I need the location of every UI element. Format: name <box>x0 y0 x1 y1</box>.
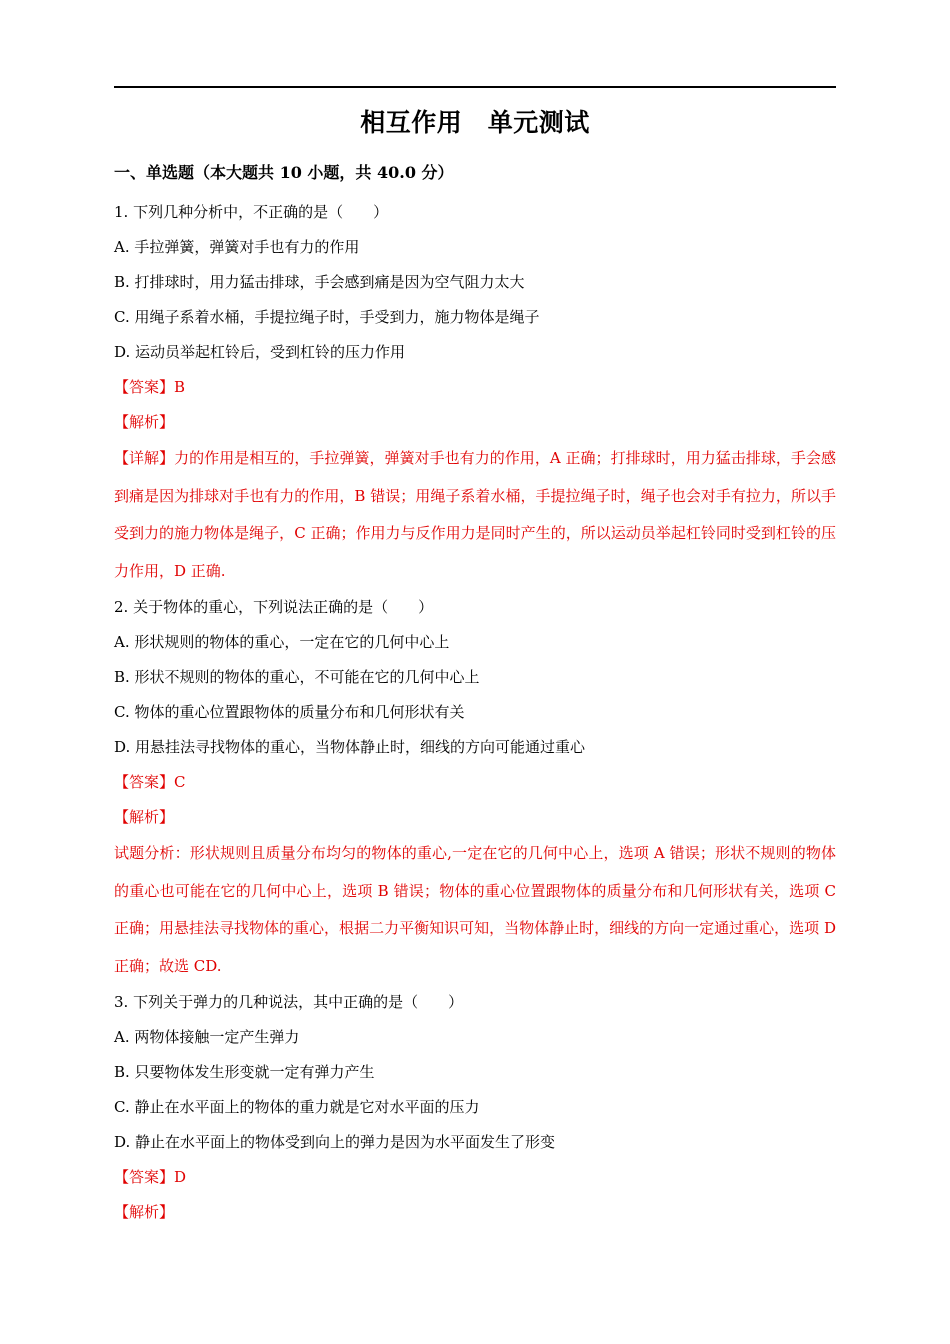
answer-label: 【答案】C <box>114 773 186 791</box>
explanation-text: 【详解】力的作用是相互的，手拉弹簧，弹簧对手也有力的作用，A 正确；打排球时，用力猛击排球，手会感到痛是因为排球对手也有力的作用，B 错误；用绳子系着水桶，手提拉绳子时，绳子也会对手有拉力，所以手受到力的施力物体是绳子，C 正确；作用力与反作用力是同时产生的，所以运动员举起杠铃同时受到杠铃的压力作用，D 正确. <box>114 449 836 580</box>
question-stem: 3. 下列关于弹力的几种说法，其中正确的是（ ） <box>114 993 464 1011</box>
question-1 <box>114 195 836 590</box>
document-title: 相互作用 单元测试 <box>360 108 590 137</box>
option-b: B. 形状不规则的物体的重心，不可能在它的几何中心上 <box>114 668 480 686</box>
option-d: D. 静止在水平面上的物体受到向上的弹力是因为水平面发生了形变 <box>114 1133 556 1151</box>
question-2 <box>114 590 836 985</box>
header-rule <box>114 86 836 88</box>
option-d: D. 运动员举起杠铃后，受到杠铃的压力作用 <box>114 343 406 361</box>
option-a: A. 两物体接触一定产生弹力 <box>114 1028 300 1046</box>
answer-label: 【答案】D <box>114 1168 187 1186</box>
option-c: C. 静止在水平面上的物体的重力就是它对水平面的压力 <box>114 1098 480 1116</box>
analysis-label: 【解析】 <box>114 1203 175 1221</box>
question-3 <box>114 985 836 1230</box>
option-b: B. 打排球时，用力猛击排球，手会感到痛是因为空气阻力太大 <box>114 273 525 291</box>
option-d: D. 用悬挂法寻找物体的重心，当物体静止时，细线的方向可能通过重心 <box>114 738 586 756</box>
option-a: A. 手拉弹簧，弹簧对手也有力的作用 <box>114 238 360 256</box>
analysis-label: 【解析】 <box>114 413 175 431</box>
option-b: B. 只要物体发生形变就一定有弹力产生 <box>114 1063 375 1081</box>
question-stem: 2. 关于物体的重心，下列说法正确的是（ ） <box>114 598 434 616</box>
question-stem: 1. 下列几种分析中，不正确的是（ ） <box>114 203 389 221</box>
section-heading: 一、单选题（本大题共 10 小题，共 40.0 分） <box>114 163 454 182</box>
option-c: C. 用绳子系着水桶，手提拉绳子时，手受到力，施力物体是绳子 <box>114 308 540 326</box>
analysis-label: 【解析】 <box>114 808 175 826</box>
answer-label: 【答案】B <box>114 378 186 396</box>
questions-content <box>114 195 836 1230</box>
explanation-text: 试题分析：形状规则且质量分布均匀的物体的重心,一定在它的几何中心上，选项 A 错误；形状不规则的物体的重心也可能在它的几何中心上，选项 B 错误；物体的重心位置跟物体的质量分布和几何形状有关，选项 C 正确；用悬挂法寻找物体的重心，根据二力平衡知识可知，当物体静止时，细线的方向一定通过重心，选项 D 正确；故选 CD. <box>114 844 836 975</box>
option-c: C. 物体的重心位置跟物体的质量分布和几何形状有关 <box>114 703 465 721</box>
option-a: A. 形状规则的物体的重心，一定在它的几何中心上 <box>114 633 450 651</box>
